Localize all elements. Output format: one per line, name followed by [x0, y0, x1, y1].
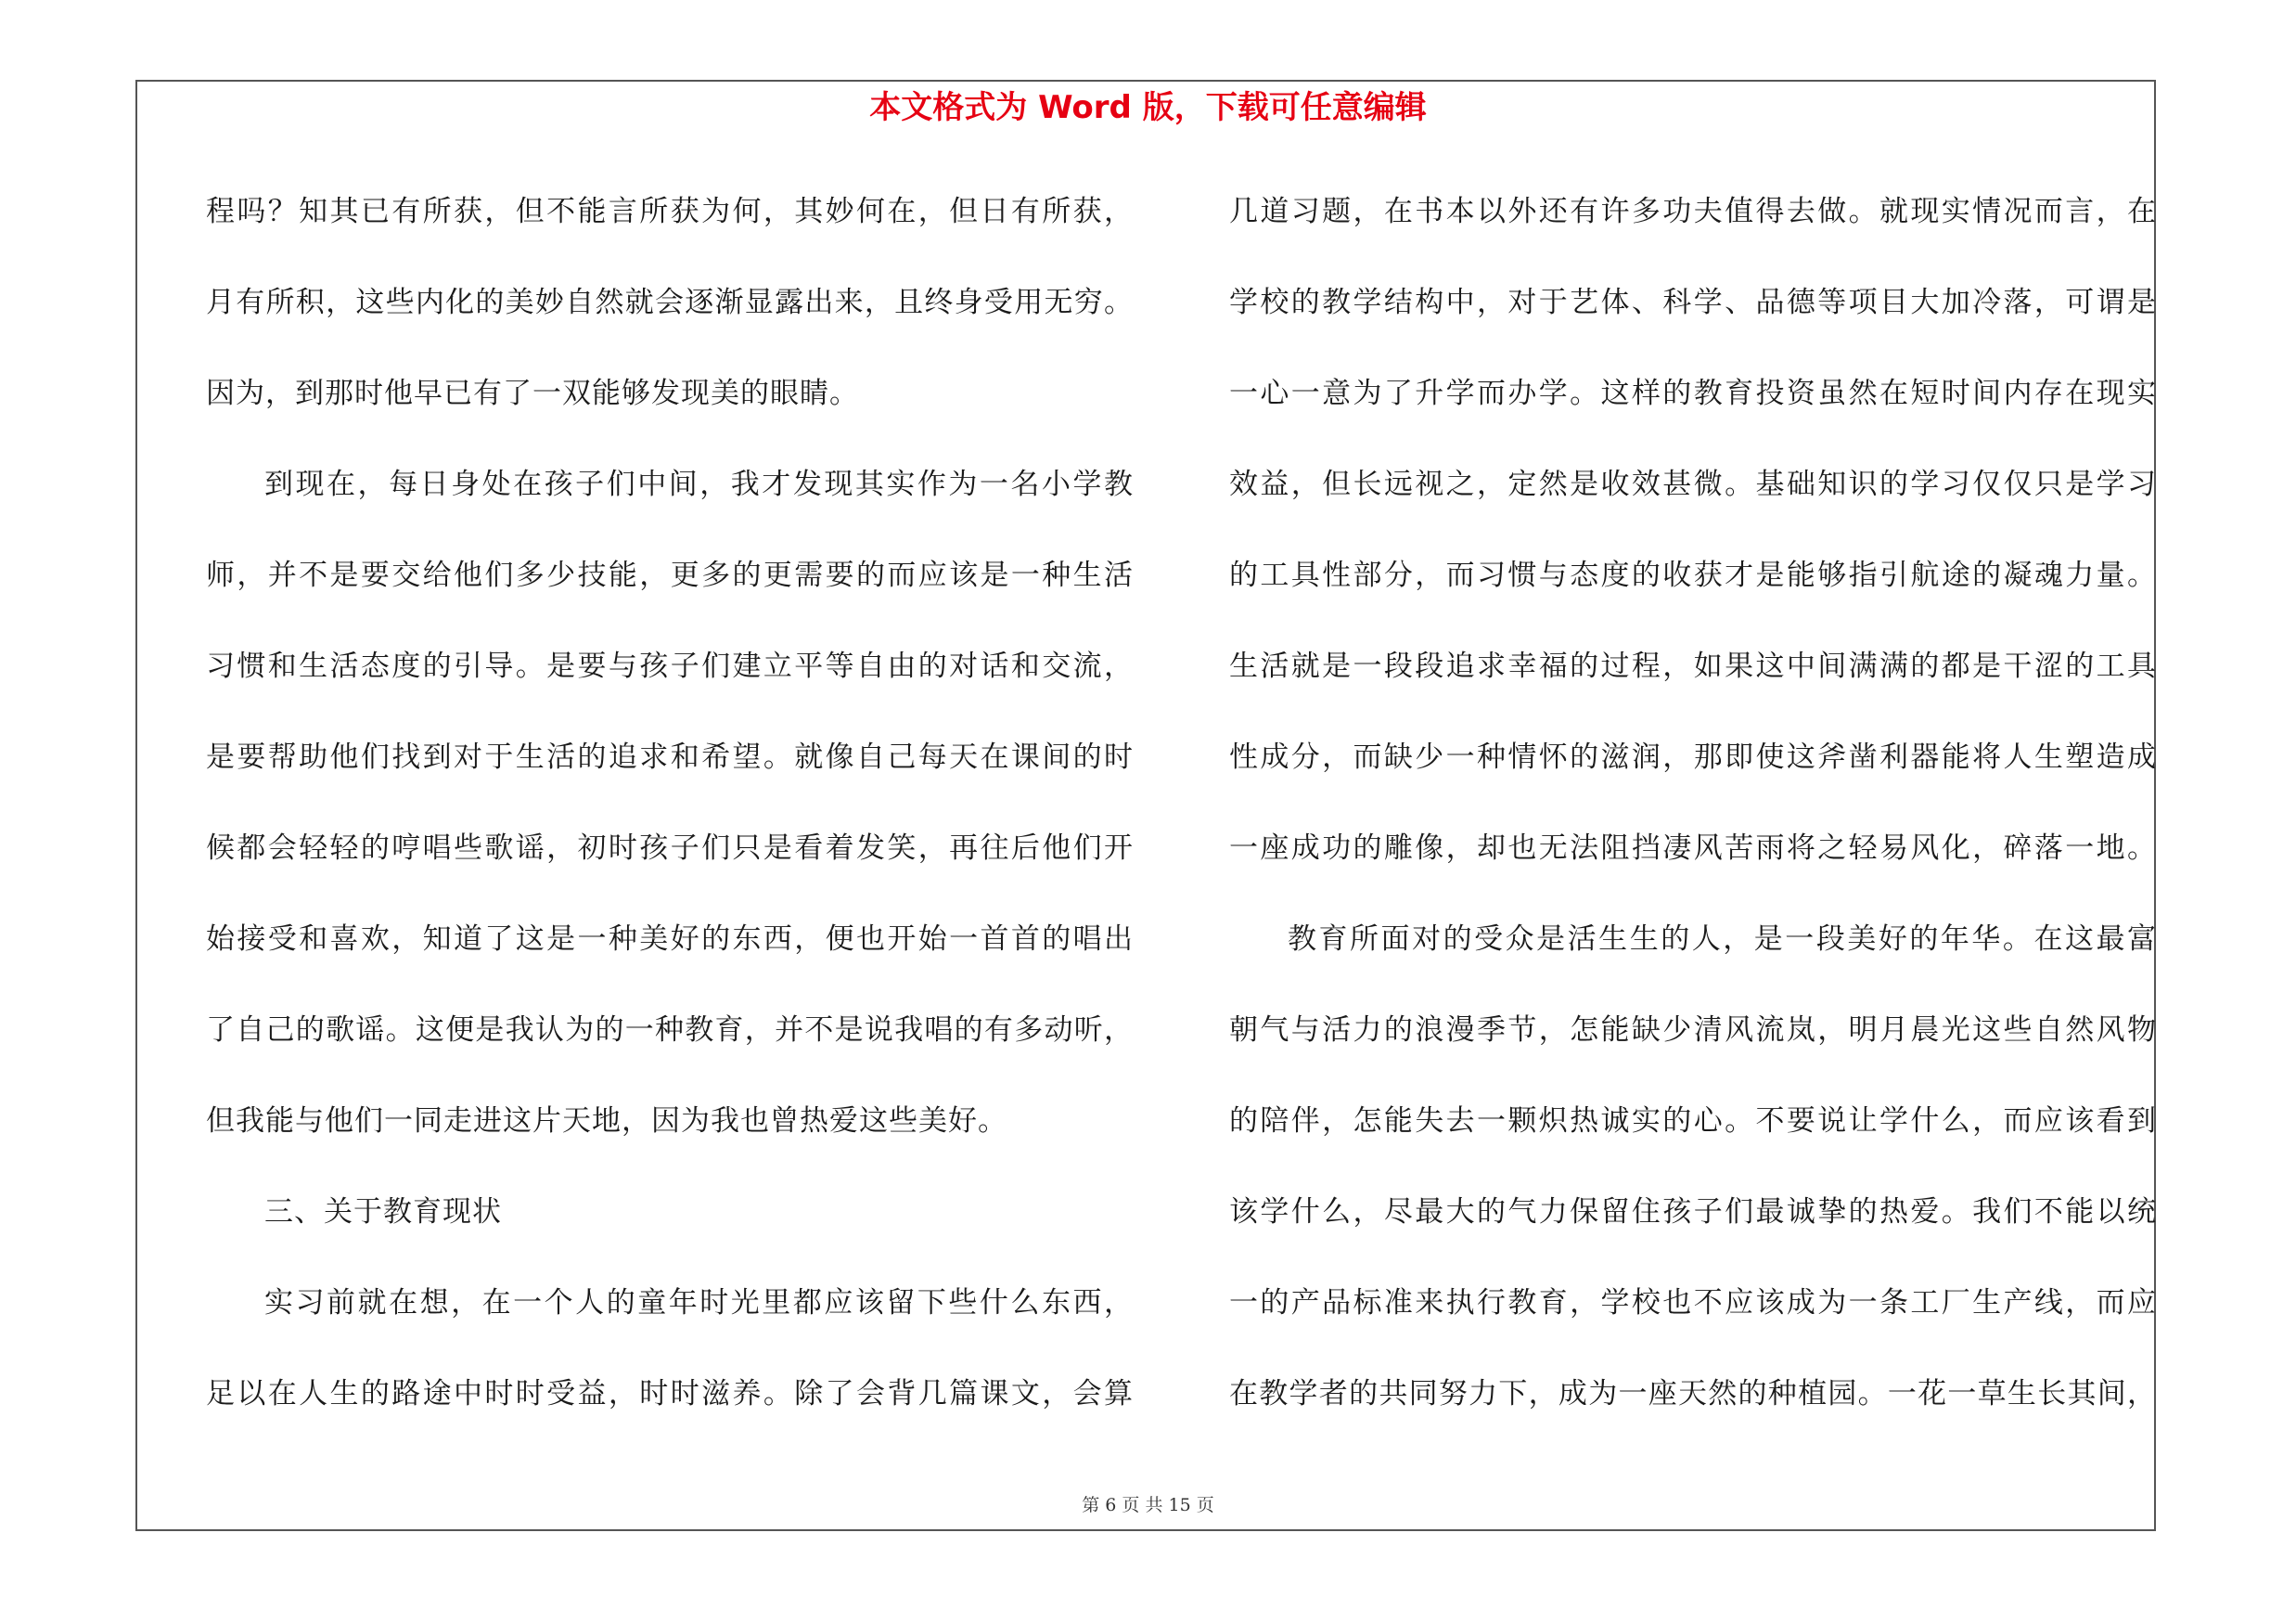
text-line: 朝气与活力的浪漫季节，怎能缺少清风流岚，明月晨光这些自然风物 [1229, 1013, 2157, 1047]
text-line: 是要帮助他们找到对于生活的追求和希望。就像自己每天在课间的时 [206, 741, 1134, 774]
text-line: 一心一意为了升学而办学。这样的教育投资虽然在短时间内存在现实 [1229, 377, 2157, 410]
text-line: 足以在人生的路途中时时受益，时时滋养。除了会背几篇课文，会算 [206, 1377, 1134, 1410]
text-line: 因为，到那时他早已有了一双能够发现美的眼睛。 [206, 377, 859, 410]
text-line: 月有所积，这些内化的美妙自然就会逐渐显露出来，且终身受用无穷。 [206, 286, 1134, 319]
text-line: 师，并不是要交给他们多少技能，更多的更需要的而应该是一种生活 [206, 559, 1134, 592]
text-line: 程吗？知其已有所获，但不能言所获为何，其妙何在，但日有所获， [206, 195, 1134, 228]
text-line: 一座成功的雕像，却也无法阻挡凄风苦雨将之轻易风化，碎落一地。 [1229, 831, 2157, 865]
text-line: 了自己的歌谣。这便是我认为的一种教育，并不是说我唱的有多动听， [206, 1013, 1134, 1047]
format-banner: 本文格式为 Word 版，下载可任意编辑 [869, 89, 1427, 126]
page-number-footer: 第 6 页 共 15 页 [1082, 1495, 1214, 1515]
text-line: 生活就是一段段追求幸福的过程，如果这中间满满的都是干涩的工具 [1229, 650, 2157, 683]
text-line: 到现在，每日身处在孩子们中间，我才发现其实作为一名小学教 [264, 468, 1134, 501]
text-line: 该学什么，尽最大的气力保留住孩子们最诚挚的热爱。我们不能以统 [1229, 1195, 2157, 1229]
text-line: 效益，但长远视之，定然是收效甚微。基础知识的学习仅仅只是学习 [1229, 468, 2157, 501]
text-line: 教育所面对的受众是活生生的人，是一段美好的年华。在这最富 [1288, 922, 2157, 956]
text-line: 三、关于教育现状 [264, 1195, 502, 1229]
text-line: 的工具性部分，而习惯与态度的收获才是能够指引航途的凝魂力量。 [1229, 559, 2157, 592]
text-line: 的陪伴，怎能失去一颗炽热诚实的心。不要说让学什么，而应该看到 [1229, 1104, 2157, 1138]
text-line: 在教学者的共同努力下，成为一座天然的种植园。一花一草生长其间， [1229, 1377, 2157, 1410]
text-line: 始接受和喜欢，知道了这是一种美好的东西，便也开始一首首的唱出 [206, 922, 1134, 956]
text-line: 几道习题，在书本以外还有许多功夫值得去做。就现实情况而言，在 [1229, 195, 2157, 228]
text-line: 性成分，而缺少一种情怀的滋润，那即使这斧凿利器能将人生塑造成 [1229, 741, 2157, 774]
text-line: 实习前就在想，在一个人的童年时光里都应该留下些什么东西， [264, 1286, 1134, 1320]
text-line: 学校的教学结构中，对于艺体、科学、品德等项目大加冷落，可谓是 [1229, 286, 2157, 319]
right-column [1229, 184, 2157, 1457]
text-line: 但我能与他们一同走进这片天地，因为我也曾热爱这些美好。 [206, 1104, 1007, 1138]
text-line: 一的产品标准来执行教育，学校也不应该成为一条工厂生产线，而应 [1229, 1286, 2157, 1320]
text-line: 习惯和生活态度的引导。是要与孩子们建立平等自由的对话和交流， [206, 650, 1134, 683]
text-line: 候都会轻轻的哼唱些歌谣，初时孩子们只是看着发笑，再往后他们开 [206, 831, 1134, 865]
left-column [206, 184, 1134, 1457]
